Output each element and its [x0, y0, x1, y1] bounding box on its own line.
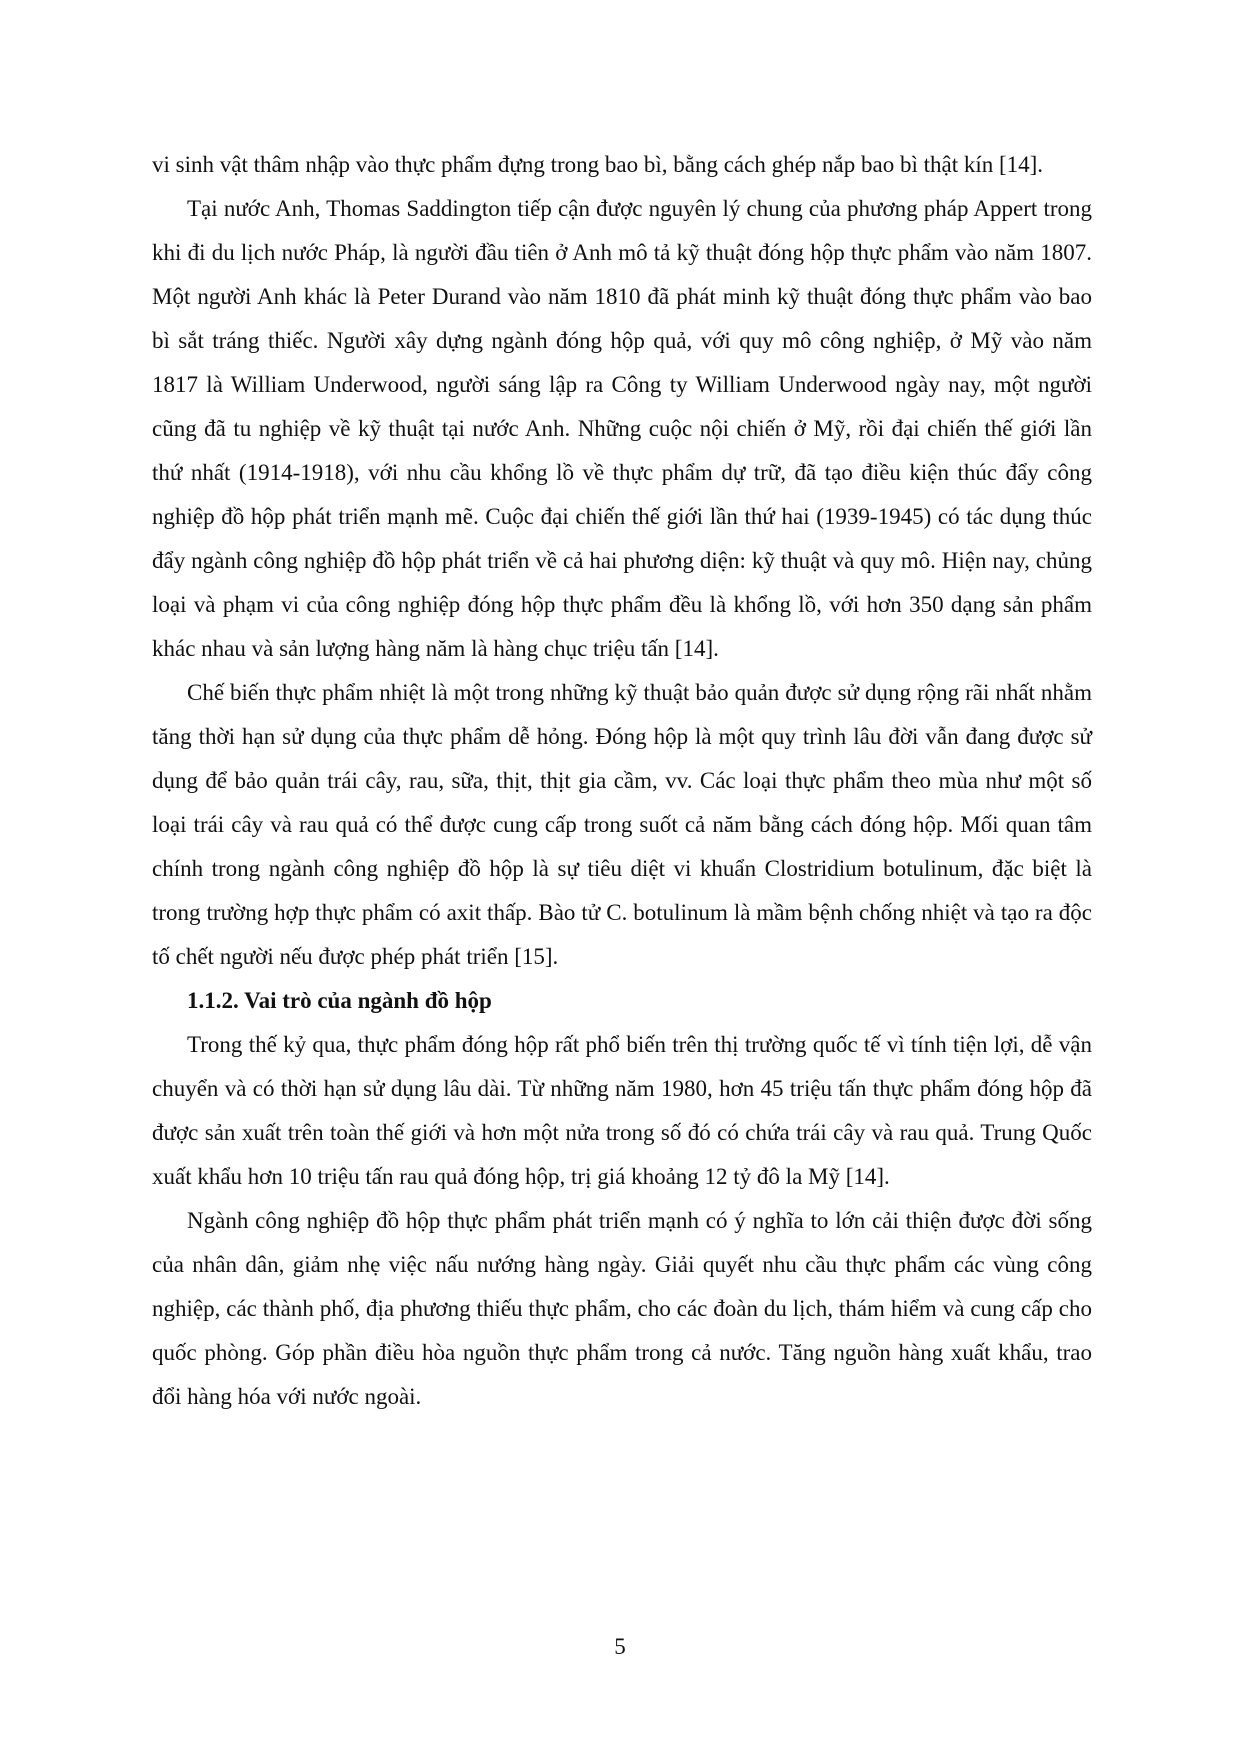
paragraph-history-england: Tại nước Anh, Thomas Saddington tiếp cận được nguyên lý chung của phương pháp Appert trong khi đi du lịch nước Pháp, là người đầu tiên ở Anh mô tả kỹ thuật đóng hộp thực phẩm vào năm 1807. Một người Anh khác là Peter Durand vào năm 1810 đã phát minh kỹ thuật đóng thực phẩm vào bao bì sắt tráng thiếc. Người xây dựng ngành đóng hộp quả, với quy mô công nghiệp, ở Mỹ vào năm 1817 là William Underwood, người sáng lập ra Công ty William Underwood ngày nay, một người cũng đã tu nghiệp về kỹ thuật tại nước Anh. Những cuộc nội chiến ở Mỹ, rồi đại chiến thế giới lần thứ nhất (1914-1918), với nhu cầu khổng lồ về thực phẩm dự trữ, đã tạo điều kiện thúc đẩy công nghiệp đồ hộp phát triển mạnh mẽ. Cuộc đại chiến thế giới lần thứ hai (1939-1945) có tác dụng thúc đẩy ngành công nghiệp đồ hộp phát triển về cả hai phương diện: kỹ thuật và quy mô. Hiện nay, chủng loại và phạm vi của công nghiệp đóng hộp thực phẩm đều là khổng lồ, với hơn 350 dạng sản phẩm khác nhau và sản lượng hàng năm là hàng chục triệu tấn [14]. [152, 196, 1092, 661]
page-number: 5 [614, 1634, 626, 1659]
section-heading: 1.1.2. Vai trò của ngành đồ hộp [187, 988, 492, 1013]
paragraph-industry-significance: Ngành công nghiệp đồ hộp thực phẩm phát triển mạnh có ý nghĩa to lớn cải thiện được đời sống của nhân dân, giảm nhẹ việc nấu nướng hàng ngày. Giải quyết nhu cầu thực phẩm các vùng công nghiệp, các thành phố, địa phương thiếu thực phẩm, cho các đoàn du lịch, thám hiểm và cung cấp cho quốc phòng. Góp phần điều hòa nguồn thực phẩm trong cả nước. Tăng nguồn hàng xuất khẩu, trao đổi hàng hóa với nước ngoài. [152, 1208, 1092, 1409]
paragraph-continued: vi sinh vật thâm nhập vào thực phẩm đựng trong bao bì, bằng cách ghép nắp bao bì thật kín [14]. [152, 152, 1044, 177]
paragraph-thermal-processing: Chế biến thực phẩm nhiệt là một trong những kỹ thuật bảo quản được sử dụng rộng rãi nhất nhằm tăng thời hạn sử dụng của thực phẩm dễ hỏng. Đóng hộp là một quy trình lâu đời vẫn đang được sử dụng để bảo quản trái cây, rau, sữa, thịt, thịt gia cầm, vv. Các loại thực phẩm theo mùa như một số loại trái cây và rau quả có thể được cung cấp trong suốt cả năm bằng cách đóng hộp. Mối quan tâm chính trong ngành công nghiệp đồ hộp là sự tiêu diệt vi khuẩn Clostridium botulinum, đặc biệt là trong trường hợp thực phẩm có axit thấp. Bào tử C. botulinum là mầm bệnh chống nhiệt và tạo ra độc tố chết người nếu được phép phát triển [15]. [152, 680, 1092, 969]
document-page [152, 143, 1092, 1419]
paragraph-canned-food-market: Trong thế kỷ qua, thực phẩm đóng hộp rất phổ biến trên thị trường quốc tế vì tính tiện lợi, dễ vận chuyển và có thời hạn sử dụng lâu dài. Từ những năm 1980, hơn 45 triệu tấn thực phẩm đóng hộp đã được sản xuất trên toàn thế giới và hơn một nửa trong số đó có chứa trái cây và rau quả. Trung Quốc xuất khẩu hơn 10 triệu tấn rau quả đóng hộp, trị giá khoảng 12 tỷ đô la Mỹ [14]. [152, 1032, 1092, 1189]
